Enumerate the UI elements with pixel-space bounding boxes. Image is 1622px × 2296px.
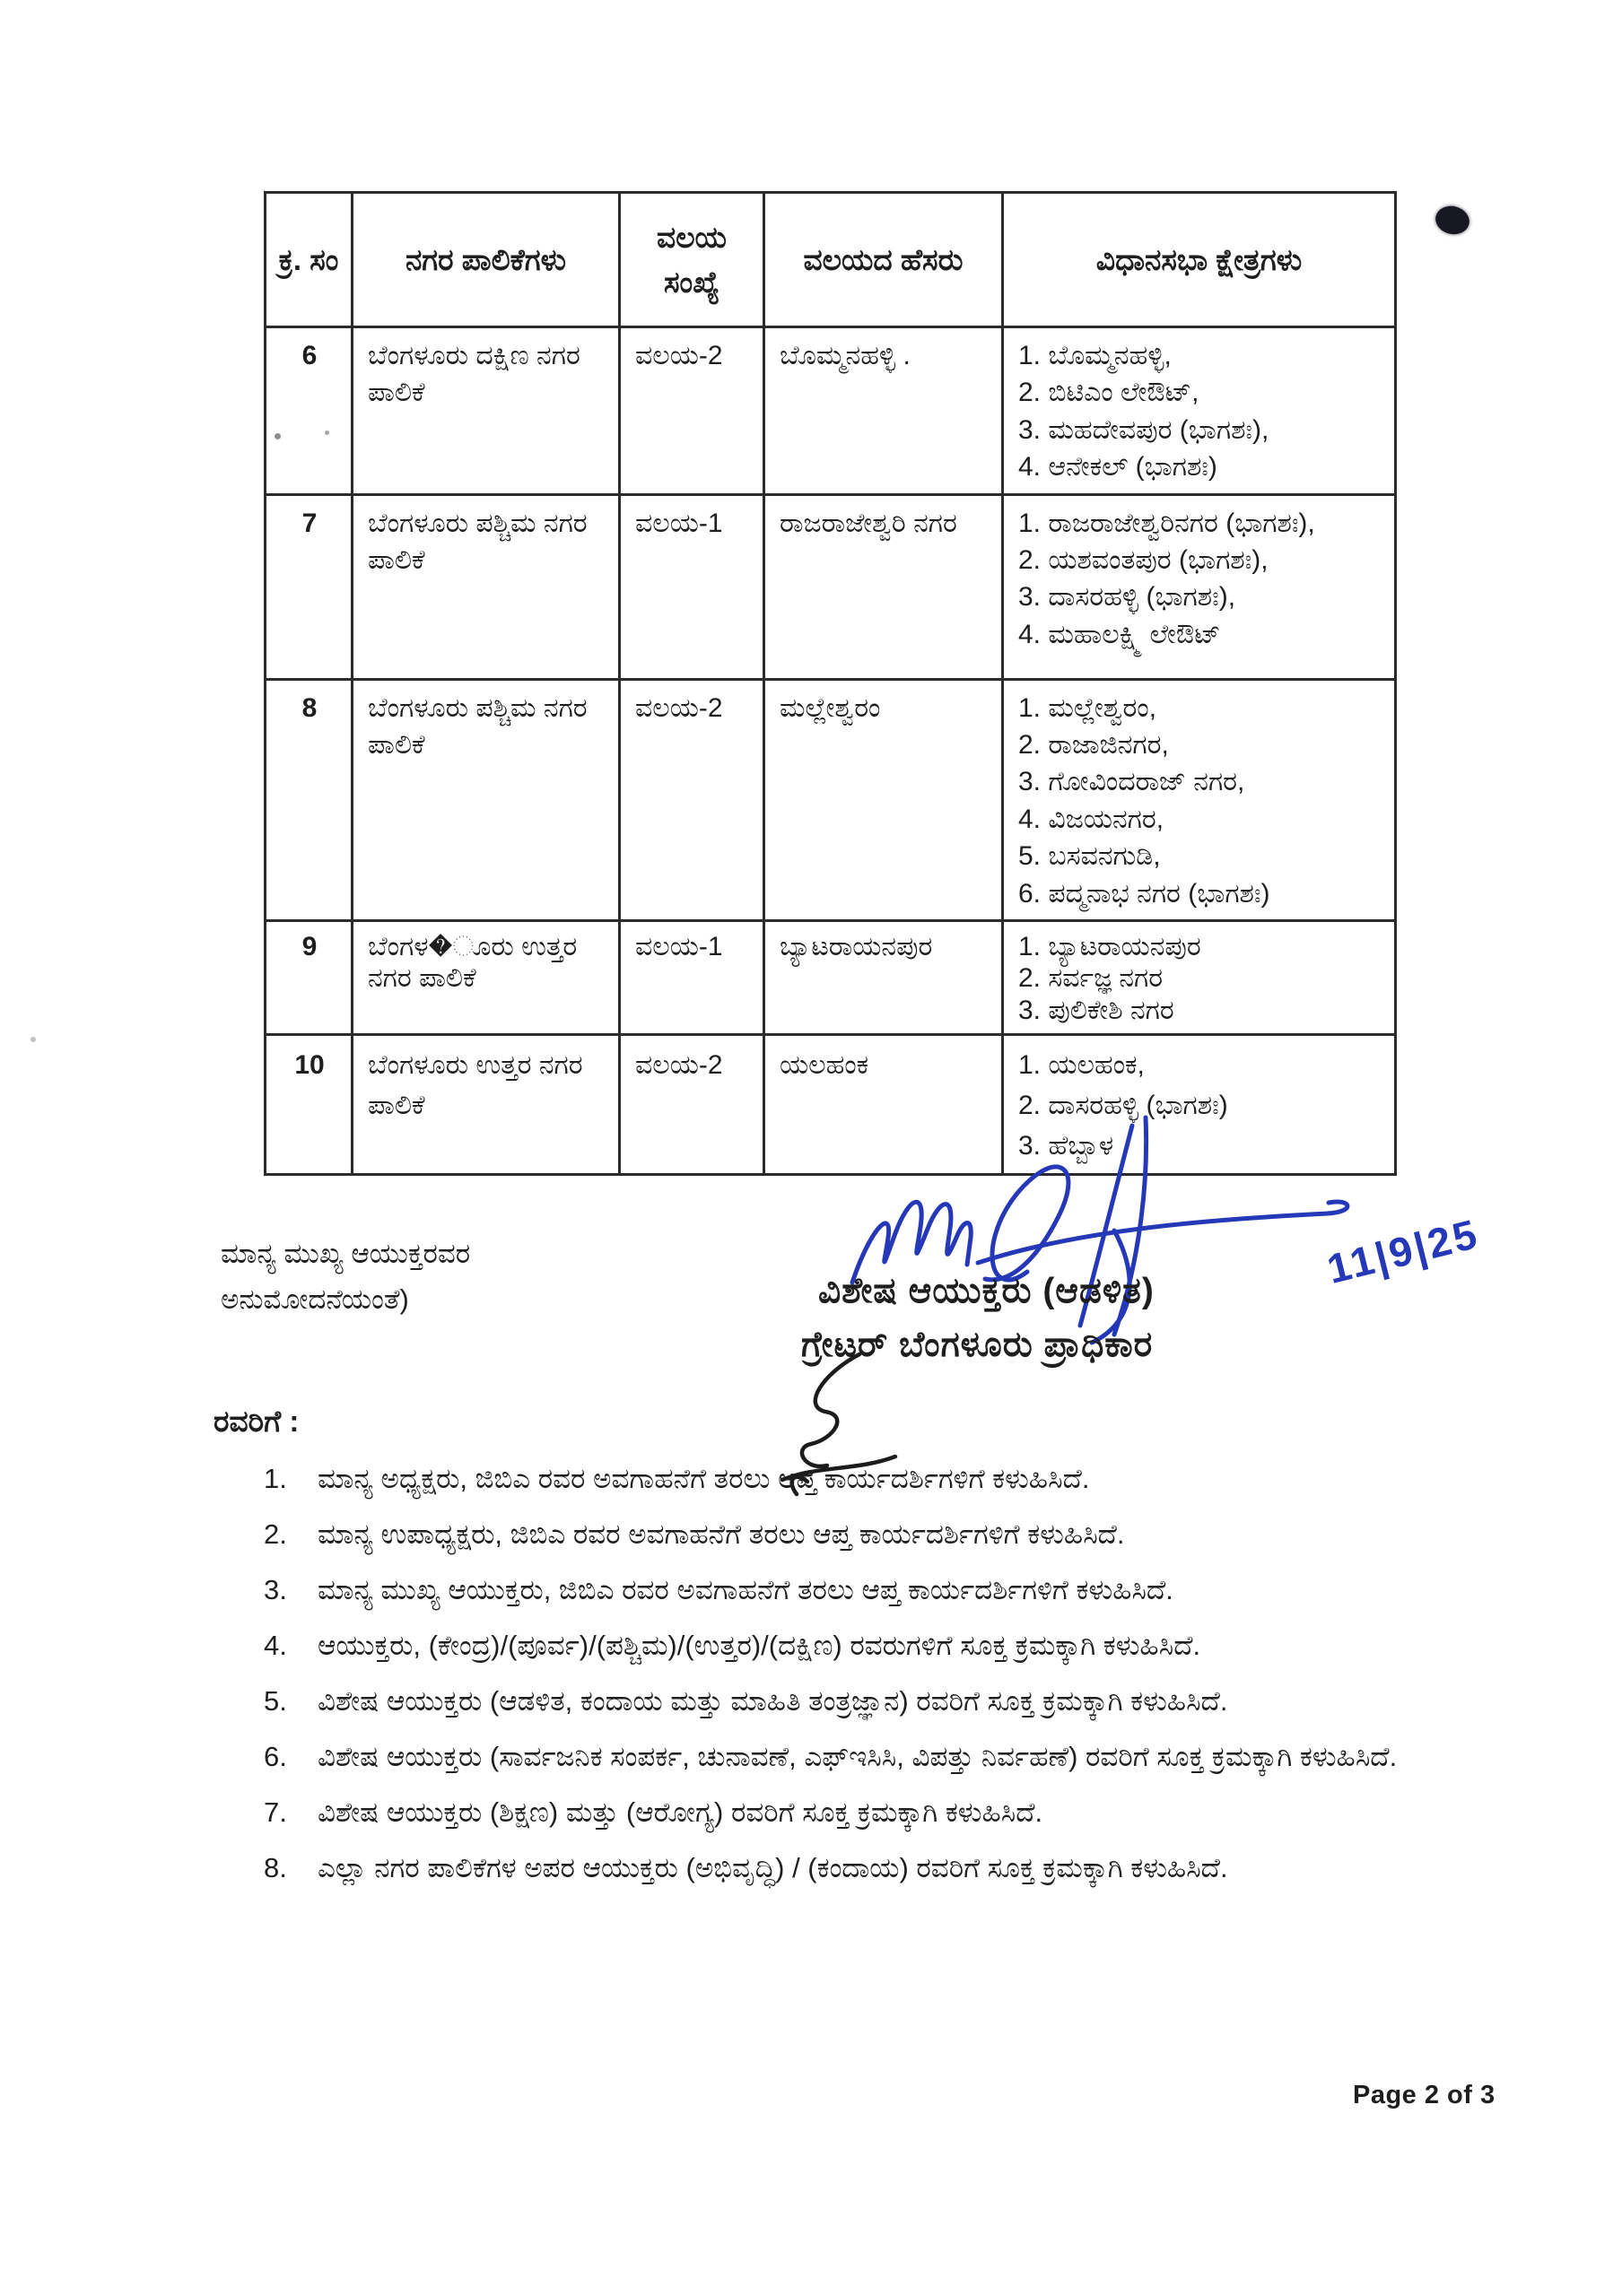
recipients-section bbox=[214, 1405, 1505, 1902]
recipient-number: 4. bbox=[264, 1630, 287, 1661]
cell-corporation: ಬೆಂಗಳೂರು ಪಶ್ಚಿಮ ನಗರ ಪಾಲಿಕೆ bbox=[353, 679, 620, 920]
header-constituencies: ವಿಧಾನಸಭಾ ಕ್ಷೇತ್ರಗಳು bbox=[1003, 193, 1396, 327]
recipient-text: ವಿಶೇಷ ಆಯುಕ್ತರು (ಶಿಕ್ಷಣ) ಮತ್ತು (ಆರೋಗ್ಯ) ರವರಿಗೆ ಸೂಕ್ತ ಕ್ರಮಕ್ಕಾಗಿ ಕಳುಹಿಸಿದೆ. bbox=[318, 1796, 1043, 1828]
cell-constituencies bbox=[1003, 327, 1396, 495]
constituency-line: 1. ಬೊಮ್ಮನಹಳ್ಳಿ, bbox=[1018, 341, 1172, 370]
ink-blot-artifact bbox=[1433, 203, 1472, 238]
header-corporation: ನಗರ ಪಾಲಿಕೆಗಳು bbox=[353, 193, 620, 327]
cell-zone-number: ವಲಯ-2 bbox=[620, 327, 764, 495]
cell-zone-name: ರಾಜರಾಜೇಶ್ವರಿ ನಗರ bbox=[764, 494, 1003, 679]
recipient-item bbox=[214, 1569, 1505, 1611]
constituency-line: 2. ಸರ್ವಜ್ಞ ನಗರ bbox=[1018, 963, 1164, 994]
recipient-text: ಆಯುಕ್ತರು, (ಕೇಂದ್ರ)/(ಪೂರ್ವ)/(ಪಶ್ಚಿಮ)/(ಉತ್ತರ)/(ದಕ್ಷಿಣ) ರವರುಗಳಿಗೆ ಸೂಕ್ತ ಕ್ರಮಕ್ಕಾಗಿ ಕಳುಹಿಸಿದೆ. bbox=[318, 1630, 1201, 1661]
constituency-line: 2. ಬಿಟಿಎಂ ಲೇಔಟ್, bbox=[1018, 378, 1199, 408]
constituency-line: 1. ಯಲಹಂಕ, bbox=[1018, 1050, 1145, 1081]
constituency-line: 4. ಮಹಾಲಕ್ಷ್ಮಿ ಲೇಔಟ್ bbox=[1018, 619, 1221, 649]
recipient-item bbox=[214, 1624, 1505, 1666]
signatory-designation: ವಿಶೇಷ ಆಯುಕ್ತರು (ಆಡಳಿತ) bbox=[818, 1272, 1155, 1310]
recipients-heading: ರವರಿಗೆ : bbox=[214, 1405, 300, 1438]
table-row bbox=[266, 327, 1396, 495]
recipient-number: 7. bbox=[264, 1796, 287, 1828]
approval-note-line: ಅನುಮೋದನೆಯಂತೆ) bbox=[221, 1283, 409, 1316]
constituency-line: 2. ದಾಸರಹಳ್ಳಿ (ಭಾಗಶಃ) bbox=[1018, 1091, 1228, 1121]
cell-sl-no: 8 bbox=[266, 679, 353, 920]
cell-zone-name: ಯಲಹಂಕ bbox=[764, 1035, 1003, 1175]
recipient-number: 8. bbox=[264, 1852, 287, 1883]
constituency-line: 2. ರಾಜಾಜಿನಗರ, bbox=[1018, 729, 1169, 760]
cell-zone-number: ವಲಯ-1 bbox=[620, 920, 764, 1034]
approval-note-line: ಮಾನ್ಯ ಮುಖ್ಯ ಆಯುಕ್ತರವರ bbox=[221, 1238, 471, 1269]
cell-zone-name: ಬೊಮ್ಮನಹಳ್ಳಿ . bbox=[764, 327, 1003, 495]
constituency-line: 3. ಗೋವಿಂದರಾಜ್ ನಗರ, bbox=[1018, 767, 1245, 797]
signatory-organization: ಗ್ರೇಟರ್ ಬೆಂಗಳೂರು ಪ್ರಾಧಿಕಾರ bbox=[801, 1326, 1154, 1364]
recipient-number: 3. bbox=[264, 1574, 287, 1605]
recipient-text: ವಿಶೇಷ ಆಯುಕ್ತರು (ಆಡಳಿತ, ಕಂದಾಯ ಮತ್ತು ಮಾಹಿತಿ ತಂತ್ರಜ್ಞಾನ) ರವರಿಗೆ ಸೂಕ್ತ ಕ್ರಮಕ್ಕಾಗಿ ಕಳುಹಿಸಿದೆ. bbox=[318, 1685, 1228, 1717]
recipient-item bbox=[214, 1791, 1505, 1833]
recipient-item bbox=[214, 1513, 1505, 1555]
recipient-item bbox=[214, 1457, 1505, 1500]
recipient-number: 5. bbox=[264, 1685, 287, 1717]
constituency-line: 3. ಮಹದೇವಪುರ (ಭಾಗಶಃ), bbox=[1018, 414, 1269, 445]
constituency-line: 6. ಪದ್ಮನಾಭ ನಗರ (ಭಾಗಶಃ) bbox=[1018, 878, 1270, 909]
cell-zone-number: ವಲಯ-1 bbox=[620, 494, 764, 679]
header-sl-no: ಕ್ರ. ಸಂ bbox=[266, 193, 353, 327]
constituency-line: 3. ಹೆಬ್ಬಾಳ bbox=[1018, 1131, 1114, 1161]
recipient-text: ಮಾನ್ಯ ಉಪಾಧ್ಯಕ್ಷರು, ಜಿಬಿಎ ರವರ ಅವಗಾಹನೆಗೆ ತರಲು ಆಪ್ತ ಕಾರ್ಯದರ್ಶಿಗಳಿಗೆ ಕಳುಹಿಸಿದೆ. bbox=[318, 1518, 1125, 1550]
recipient-item bbox=[214, 1735, 1505, 1778]
cell-corporation: ಬೆಂಗಳ�ೂರು ಉತ್ತರ ನಗರ ಪಾಲಿಕೆ bbox=[353, 920, 620, 1034]
cell-sl-no: 6 bbox=[266, 327, 353, 495]
table-header-row bbox=[266, 193, 1396, 327]
constituency-line: 1. ಮಲ್ಲೇಶ್ವರಂ, bbox=[1018, 692, 1157, 723]
recipient-number: 2. bbox=[264, 1518, 287, 1550]
constituency-line: 4. ಆನೇಕಲ್ (ಭಾಗಶಃ) bbox=[1018, 452, 1217, 483]
recipient-number: 1. bbox=[264, 1463, 287, 1494]
cell-zone-name: ಬ್ಯಾಟರಾಯನಪುರ bbox=[764, 920, 1003, 1034]
recipient-text: ಎಲ್ಲಾ ನಗರ ಪಾಲಿಕೆಗಳ ಅಪರ ಆಯುಕ್ತರು (ಅಭಿವೃದ್ಧಿ) / (ಕಂದಾಯ) ರವರಿಗೆ ಸೂಕ್ತ ಕ್ರಮಕ್ಕಾಗಿ ಕಳುಹಿಸಿದೆ. bbox=[318, 1852, 1228, 1883]
constituency-line: 2. ಯಶವಂತಪುರ (ಭಾಗಶಃ), bbox=[1018, 544, 1269, 575]
cell-zone-number: ವಲಯ-2 bbox=[620, 679, 764, 920]
constituency-line: 1. ಬ್ಯಾಟರಾಯನಪುರ bbox=[1018, 931, 1201, 961]
table-row bbox=[266, 679, 1396, 920]
handwritten-date: 11|9|25 bbox=[1322, 1209, 1484, 1293]
cell-zone-name: ಮಲ್ಲೇಶ್ವರಂ bbox=[764, 679, 1003, 920]
table-row bbox=[266, 920, 1396, 1034]
recipient-number: 6. bbox=[264, 1741, 287, 1772]
constituency-line: 1. ರಾಜರಾಜೇಶ್ವರಿನಗರ (ಭಾಗಶಃ), bbox=[1018, 508, 1315, 538]
cell-sl-no: 10 bbox=[266, 1035, 353, 1175]
recipient-text: ವಿಶೇಷ ಆಯುಕ್ತರು (ಸಾರ್ವಜನಿಕ ಸಂಪರ್ಕ, ಚುನಾವಣೆ, ಎಫ್‌ಇಸಿಸಿ, ವಿಪತ್ತು ನಿರ್ವಹಣೆ) ರವರಿಗೆ ಸೂಕ್ತ ಕ್ರಮಕ್ಕಾಗಿ ಕಳುಹಿಸಿದೆ. bbox=[318, 1741, 1398, 1772]
cell-corporation: ಬೆಂಗಳೂರು ಉತ್ತರ ನಗರ ಪಾಲಿಕೆ bbox=[353, 1035, 620, 1175]
recipient-text: ಮಾನ್ಯ ಅಧ್ಯಕ್ಷರು, ಜಿಬಿಎ ರವರ ಅವಗಾಹನೆಗೆ ತರಲು ಆಪ್ತ ಕಾರ್ಯದರ್ಶಿಗಳಿಗೆ ಕಳುಹಿಸಿದೆ. bbox=[318, 1463, 1090, 1494]
constituency-line: 5. ಬಸವನಗುಡಿ, bbox=[1018, 841, 1161, 872]
cell-constituencies bbox=[1003, 494, 1396, 679]
constituency-line: 3. ಪುಲಿಕೇಶಿ ನಗರ bbox=[1018, 995, 1174, 1025]
cell-corporation: ಬೆಂಗಳೂರು ಪಶ್ಚಿಮ ನಗರ ಪಾಲಿಕೆ bbox=[353, 494, 620, 679]
header-zone-name: ವಲಯದ ಹೆಸರು bbox=[764, 193, 1003, 327]
signature-scribble bbox=[843, 1112, 1382, 1350]
cell-sl-no: 7 bbox=[266, 494, 353, 679]
cell-zone-number: ವಲಯ-2 bbox=[620, 1035, 764, 1175]
recipient-text: ಮಾನ್ಯ ಮುಖ್ಯ ಆಯುಕ್ತರು, ಜಿಬಿಎ ರವರ ಅವಗಾಹನೆಗೆ ತರಲು ಆಪ್ತ ಕಾರ್ಯದರ್ಶಿಗಳಿಗೆ ಕಳುಹಿಸಿದೆ. bbox=[318, 1574, 1173, 1605]
cell-constituencies bbox=[1003, 920, 1396, 1034]
cell-sl-no: 9 bbox=[266, 920, 353, 1034]
cell-constituencies bbox=[1003, 679, 1396, 920]
constituency-line: 3. ದಾಸರಹಳ್ಳಿ (ಭಾಗಶಃ), bbox=[1018, 582, 1236, 613]
approval-note bbox=[221, 1231, 470, 1322]
recipient-item bbox=[214, 1847, 1505, 1889]
recipient-item bbox=[214, 1680, 1505, 1722]
cell-corporation: ಬೆಂಗಳೂರು ದಕ್ಷಿಣ ನಗರ ಪಾಲಿಕೆ bbox=[353, 327, 620, 495]
header-zone-number: ವಲಯ ಸಂಖ್ಯೆ bbox=[620, 193, 764, 327]
scan-artifact-fleck bbox=[31, 1037, 36, 1042]
zones-table bbox=[264, 191, 1397, 1176]
constituency-line: 4. ವಿಜಯನಗರ, bbox=[1018, 804, 1164, 834]
table-row bbox=[266, 494, 1396, 679]
page-number-label: Page 2 of 3 bbox=[1353, 2081, 1496, 2109]
